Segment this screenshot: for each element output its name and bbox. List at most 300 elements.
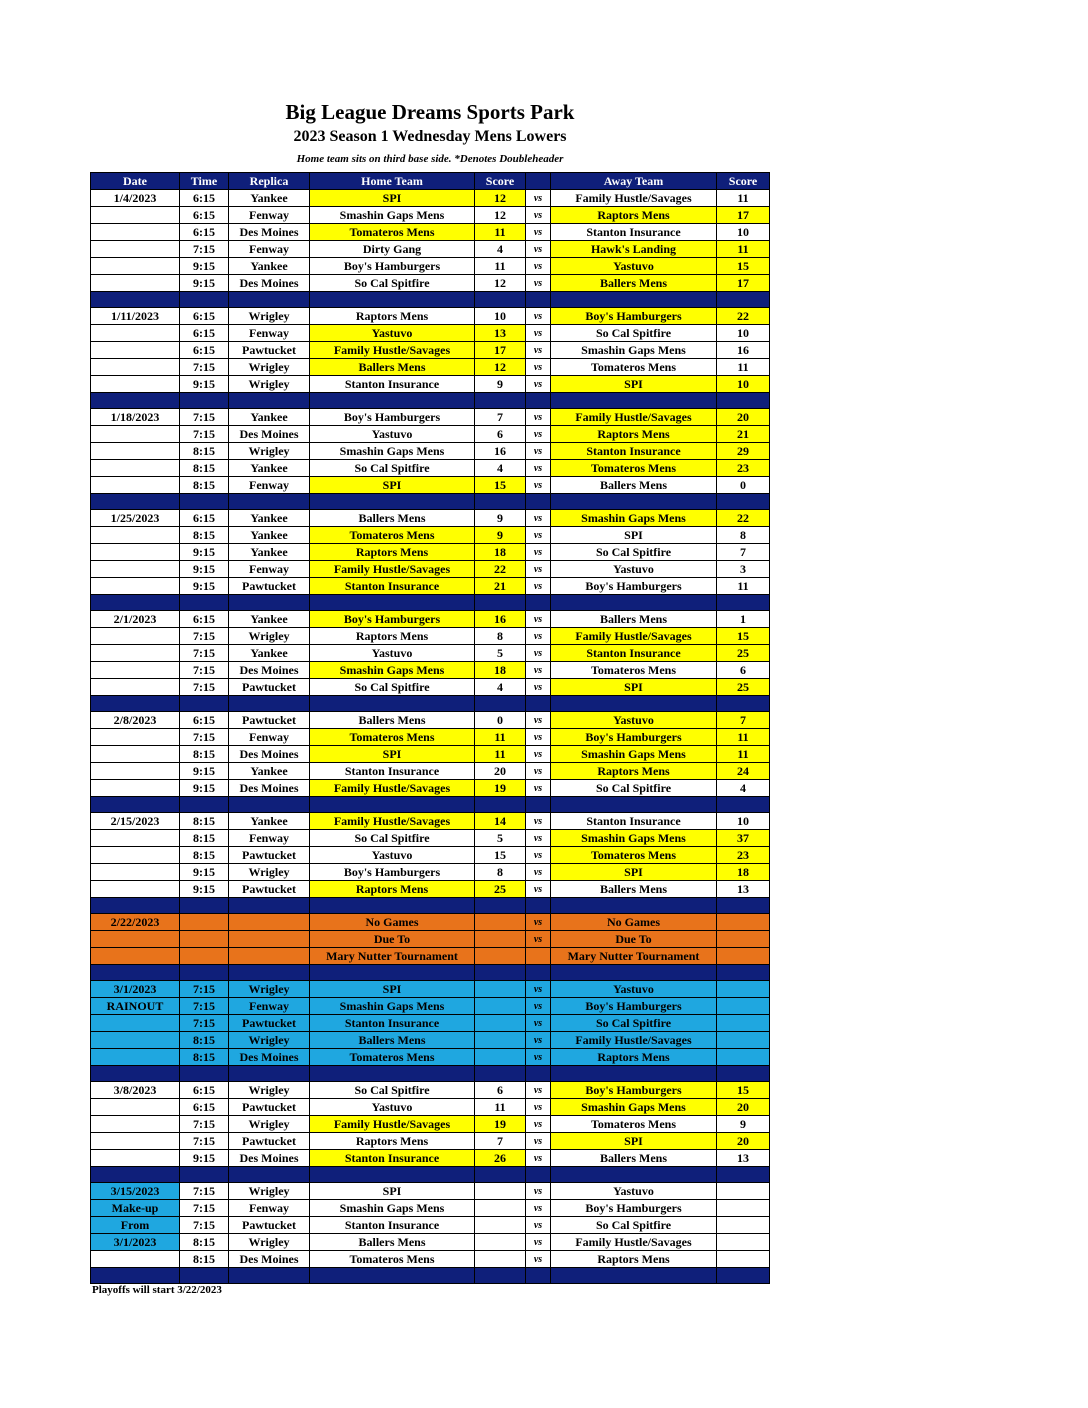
- separator-cell: [229, 696, 310, 712]
- vs-cell: [526, 948, 551, 965]
- away-score-cell: [717, 1217, 770, 1234]
- away-team-cell: Boy's Hamburgers: [551, 578, 717, 595]
- table-row: [91, 1015, 770, 1032]
- separator-cell: [526, 898, 551, 914]
- home-team-cell: Yastuvo: [310, 1099, 475, 1116]
- vs-cell: vs: [526, 443, 551, 460]
- separator-cell: [475, 1167, 526, 1183]
- home-score-cell: 9: [475, 376, 526, 393]
- away-score-cell: 10: [717, 224, 770, 241]
- vs-cell: vs: [526, 729, 551, 746]
- separator-cell: [229, 1066, 310, 1082]
- separator-cell: [91, 1167, 180, 1183]
- time-cell: 9:15: [180, 258, 229, 275]
- table-row: [91, 460, 770, 477]
- separator-cell: [551, 1268, 717, 1284]
- home-team-cell: Ballers Mens: [310, 1234, 475, 1251]
- home-team-cell: Raptors Mens: [310, 544, 475, 561]
- vs-cell: vs: [526, 1099, 551, 1116]
- vs-cell: vs: [526, 914, 551, 931]
- table-row: [91, 308, 770, 325]
- away-score-cell: 3: [717, 561, 770, 578]
- vs-cell: vs: [526, 1133, 551, 1150]
- table-row: [91, 981, 770, 998]
- away-score-cell: 13: [717, 881, 770, 898]
- vs-cell: vs: [526, 1234, 551, 1251]
- replica-cell: Pawtucket: [229, 342, 310, 359]
- separator-cell: [717, 494, 770, 510]
- home-score-cell: 8: [475, 628, 526, 645]
- home-team-cell: So Cal Spitfire: [310, 830, 475, 847]
- away-team-cell: Family Hustle/Savages: [551, 1032, 717, 1049]
- away-score-cell: 1: [717, 611, 770, 628]
- separator-cell: [717, 595, 770, 611]
- separator-cell: [229, 965, 310, 981]
- table-row: [91, 1116, 770, 1133]
- separator-cell: [310, 898, 475, 914]
- away-team-cell: Stanton Insurance: [551, 443, 717, 460]
- vs-cell: vs: [526, 712, 551, 729]
- separator-cell: [229, 393, 310, 409]
- time-cell: 7:15: [180, 1133, 229, 1150]
- vs-cell: vs: [526, 763, 551, 780]
- replica-cell: Des Moines: [229, 780, 310, 797]
- replica-cell: Yankee: [229, 645, 310, 662]
- away-team-cell: Stanton Insurance: [551, 645, 717, 662]
- away-score-cell: 22: [717, 510, 770, 527]
- separator-cell: [180, 595, 229, 611]
- away-score-cell: 10: [717, 325, 770, 342]
- home-team-cell: No Games: [310, 914, 475, 931]
- date-cell: [91, 1251, 180, 1268]
- home-team-cell: Raptors Mens: [310, 1133, 475, 1150]
- away-team-cell: Yastuvo: [551, 258, 717, 275]
- away-team-cell: Tomateros Mens: [551, 662, 717, 679]
- separator-cell: [229, 494, 310, 510]
- away-score-cell: 7: [717, 544, 770, 561]
- separator-cell: [310, 292, 475, 308]
- replica-cell: Fenway: [229, 477, 310, 494]
- away-score-cell: 22: [717, 308, 770, 325]
- away-team-cell: Family Hustle/Savages: [551, 628, 717, 645]
- home-team-cell: Smashin Gaps Mens: [310, 998, 475, 1015]
- away-team-cell: Boy's Hamburgers: [551, 1200, 717, 1217]
- replica-cell: Fenway: [229, 998, 310, 1015]
- separator-cell: [526, 595, 551, 611]
- date-cell: From: [91, 1217, 180, 1234]
- time-cell: 8:15: [180, 527, 229, 544]
- separator-cell: [91, 965, 180, 981]
- date-cell: [91, 847, 180, 864]
- separator-cell: [475, 494, 526, 510]
- separator-cell: [717, 1066, 770, 1082]
- vs-cell: vs: [526, 1116, 551, 1133]
- home-team-cell: Boy's Hamburgers: [310, 409, 475, 426]
- away-team-cell: Yastuvo: [551, 1183, 717, 1200]
- schedule-body: [91, 190, 770, 1284]
- replica-cell: Yankee: [229, 258, 310, 275]
- away-team-cell: Smashin Gaps Mens: [551, 342, 717, 359]
- vs-cell: vs: [526, 1015, 551, 1032]
- vs-cell: vs: [526, 931, 551, 948]
- separator-cell: [310, 1066, 475, 1082]
- separator-cell: [475, 595, 526, 611]
- table-row: [91, 1200, 770, 1217]
- separator-cell: [526, 393, 551, 409]
- away-team-cell: Yastuvo: [551, 561, 717, 578]
- replica-cell: Pawtucket: [229, 881, 310, 898]
- time-cell: 9:15: [180, 376, 229, 393]
- table-row: [91, 948, 770, 965]
- home-score-cell: 12: [475, 190, 526, 207]
- time-cell: 8:15: [180, 460, 229, 477]
- home-score-cell: 4: [475, 679, 526, 696]
- home-team-cell: SPI: [310, 190, 475, 207]
- time-cell: 8:15: [180, 1234, 229, 1251]
- table-row: [91, 763, 770, 780]
- home-team-cell: Raptors Mens: [310, 628, 475, 645]
- date-cell: [91, 679, 180, 696]
- away-team-cell: Family Hustle/Savages: [551, 190, 717, 207]
- time-cell: 9:15: [180, 544, 229, 561]
- separator-cell: [475, 1268, 526, 1284]
- vs-cell: vs: [526, 830, 551, 847]
- table-row: [91, 325, 770, 342]
- home-score-cell: 19: [475, 1116, 526, 1133]
- home-score-cell: 5: [475, 645, 526, 662]
- away-team-cell: Due To: [551, 931, 717, 948]
- replica-cell: Des Moines: [229, 224, 310, 241]
- away-team-cell: Boy's Hamburgers: [551, 729, 717, 746]
- replica-cell: [229, 931, 310, 948]
- vs-cell: vs: [526, 813, 551, 830]
- replica-cell: Wrigley: [229, 1032, 310, 1049]
- away-team-cell: Ballers Mens: [551, 275, 717, 292]
- home-team-cell: Boy's Hamburgers: [310, 258, 475, 275]
- away-score-cell: 20: [717, 1133, 770, 1150]
- separator-cell: [229, 1167, 310, 1183]
- away-score-cell: 18: [717, 864, 770, 881]
- away-team-cell: Ballers Mens: [551, 881, 717, 898]
- replica-cell: [229, 948, 310, 965]
- away-team-cell: SPI: [551, 1133, 717, 1150]
- time-cell: [180, 931, 229, 948]
- date-cell: [91, 746, 180, 763]
- date-cell: 2/8/2023: [91, 712, 180, 729]
- home-team-cell: Stanton Insurance: [310, 1015, 475, 1032]
- replica-cell: Fenway: [229, 729, 310, 746]
- time-cell: 7:15: [180, 1015, 229, 1032]
- date-cell: [91, 561, 180, 578]
- header-home-score: Score: [475, 173, 526, 190]
- date-cell: [91, 628, 180, 645]
- table-row: [91, 1082, 770, 1099]
- table-row: [91, 1183, 770, 1200]
- home-team-cell: Boy's Hamburgers: [310, 611, 475, 628]
- table-row: [91, 376, 770, 393]
- time-cell: [180, 914, 229, 931]
- replica-cell: Yankee: [229, 190, 310, 207]
- table-row: [91, 679, 770, 696]
- time-cell: 7:15: [180, 409, 229, 426]
- replica-cell: Pawtucket: [229, 679, 310, 696]
- separator-cell: [526, 965, 551, 981]
- away-score-cell: [717, 948, 770, 965]
- separator-cell: [475, 965, 526, 981]
- away-team-cell: Raptors Mens: [551, 1251, 717, 1268]
- separator-cell: [717, 1268, 770, 1284]
- separator-cell: [180, 898, 229, 914]
- table-row: [91, 645, 770, 662]
- replica-cell: Yankee: [229, 510, 310, 527]
- header-vs: [526, 173, 551, 190]
- date-cell: [91, 376, 180, 393]
- separator-cell: [180, 1167, 229, 1183]
- table-row: [91, 561, 770, 578]
- separator-cell: [180, 393, 229, 409]
- time-cell: 8:15: [180, 847, 229, 864]
- home-score-cell: 12: [475, 275, 526, 292]
- vs-cell: vs: [526, 426, 551, 443]
- replica-cell: Wrigley: [229, 628, 310, 645]
- vs-cell: vs: [526, 207, 551, 224]
- table-row: [91, 241, 770, 258]
- away-team-cell: Raptors Mens: [551, 763, 717, 780]
- vs-cell: vs: [526, 409, 551, 426]
- replica-cell: Wrigley: [229, 308, 310, 325]
- date-cell: [91, 224, 180, 241]
- date-cell: [91, 527, 180, 544]
- separator-cell: [551, 595, 717, 611]
- time-cell: 6:15: [180, 325, 229, 342]
- replica-cell: Yankee: [229, 611, 310, 628]
- away-team-cell: Tomateros Mens: [551, 460, 717, 477]
- home-team-cell: Family Hustle/Savages: [310, 342, 475, 359]
- table-row: [91, 729, 770, 746]
- vs-cell: vs: [526, 241, 551, 258]
- separator-cell: [717, 292, 770, 308]
- away-team-cell: Boy's Hamburgers: [551, 1082, 717, 1099]
- home-team-cell: SPI: [310, 746, 475, 763]
- home-score-cell: 10: [475, 308, 526, 325]
- away-score-cell: 37: [717, 830, 770, 847]
- vs-cell: vs: [526, 780, 551, 797]
- time-cell: 7:15: [180, 426, 229, 443]
- away-team-cell: No Games: [551, 914, 717, 931]
- table-row: [91, 881, 770, 898]
- home-score-cell: 6: [475, 1082, 526, 1099]
- date-cell: [91, 780, 180, 797]
- date-cell: [91, 948, 180, 965]
- away-team-cell: So Cal Spitfire: [551, 1015, 717, 1032]
- time-cell: 6:15: [180, 611, 229, 628]
- separator-cell: [180, 292, 229, 308]
- separator-cell: [180, 1066, 229, 1082]
- away-score-cell: 21: [717, 426, 770, 443]
- time-cell: 9:15: [180, 881, 229, 898]
- away-score-cell: 10: [717, 813, 770, 830]
- home-score-cell: 11: [475, 746, 526, 763]
- date-cell: 3/8/2023: [91, 1082, 180, 1099]
- separator-cell: [310, 393, 475, 409]
- time-cell: 6:15: [180, 510, 229, 527]
- home-score-cell: 15: [475, 477, 526, 494]
- table-row: [91, 1049, 770, 1066]
- table-row: [91, 275, 770, 292]
- away-team-cell: Stanton Insurance: [551, 224, 717, 241]
- home-team-cell: SPI: [310, 477, 475, 494]
- separator-cell: [475, 1066, 526, 1082]
- home-team-cell: Family Hustle/Savages: [310, 813, 475, 830]
- replica-cell: Wrigley: [229, 981, 310, 998]
- away-team-cell: Tomateros Mens: [551, 847, 717, 864]
- away-score-cell: 11: [717, 746, 770, 763]
- time-cell: 9:15: [180, 275, 229, 292]
- home-team-cell: Stanton Insurance: [310, 578, 475, 595]
- replica-cell: Yankee: [229, 460, 310, 477]
- date-cell: [91, 645, 180, 662]
- home-score-cell: [475, 1251, 526, 1268]
- home-score-cell: 5: [475, 830, 526, 847]
- home-team-cell: Stanton Insurance: [310, 1217, 475, 1234]
- away-team-cell: So Cal Spitfire: [551, 325, 717, 342]
- away-team-cell: Tomateros Mens: [551, 1116, 717, 1133]
- date-cell: 3/15/2023: [91, 1183, 180, 1200]
- table-row: [91, 864, 770, 881]
- home-team-cell: Mary Nutter Tournament: [310, 948, 475, 965]
- home-team-cell: SPI: [310, 1183, 475, 1200]
- home-team-cell: Due To: [310, 931, 475, 948]
- home-team-cell: SPI: [310, 981, 475, 998]
- header-replica: Replica: [229, 173, 310, 190]
- table-row: [91, 746, 770, 763]
- home-team-cell: Family Hustle/Savages: [310, 561, 475, 578]
- replica-cell: Fenway: [229, 207, 310, 224]
- vs-cell: vs: [526, 578, 551, 595]
- separator-cell: [180, 1268, 229, 1284]
- away-score-cell: 17: [717, 207, 770, 224]
- separator-cell: [551, 797, 717, 813]
- table-row: [91, 1234, 770, 1251]
- replica-cell: Fenway: [229, 830, 310, 847]
- table-row: [91, 998, 770, 1015]
- away-score-cell: 25: [717, 679, 770, 696]
- away-score-cell: 16: [717, 342, 770, 359]
- time-cell: 9:15: [180, 780, 229, 797]
- vs-cell: vs: [526, 679, 551, 696]
- date-cell: Make-up: [91, 1200, 180, 1217]
- home-team-cell: Smashin Gaps Mens: [310, 1200, 475, 1217]
- date-cell: [91, 881, 180, 898]
- replica-cell: Pawtucket: [229, 1015, 310, 1032]
- away-team-cell: Raptors Mens: [551, 207, 717, 224]
- replica-cell: Wrigley: [229, 359, 310, 376]
- time-cell: 7:15: [180, 679, 229, 696]
- separator-row: [91, 797, 770, 813]
- away-team-cell: Family Hustle/Savages: [551, 1234, 717, 1251]
- time-cell: 7:15: [180, 645, 229, 662]
- away-team-cell: Smashin Gaps Mens: [551, 1099, 717, 1116]
- away-team-cell: SPI: [551, 376, 717, 393]
- away-score-cell: [717, 1015, 770, 1032]
- home-score-cell: 18: [475, 662, 526, 679]
- table-row: [91, 224, 770, 241]
- vs-cell: vs: [526, 1251, 551, 1268]
- away-team-cell: Ballers Mens: [551, 1150, 717, 1167]
- home-score-cell: 9: [475, 510, 526, 527]
- date-cell: [91, 1116, 180, 1133]
- away-team-cell: So Cal Spitfire: [551, 1217, 717, 1234]
- vs-cell: vs: [526, 376, 551, 393]
- home-team-cell: Yastuvo: [310, 847, 475, 864]
- separator-cell: [551, 1167, 717, 1183]
- away-team-cell: Smashin Gaps Mens: [551, 830, 717, 847]
- home-team-cell: Yastuvo: [310, 325, 475, 342]
- date-cell: [91, 443, 180, 460]
- time-cell: 7:15: [180, 981, 229, 998]
- home-team-cell: Stanton Insurance: [310, 376, 475, 393]
- separator-cell: [475, 393, 526, 409]
- table-row: [91, 359, 770, 376]
- separator-cell: [180, 965, 229, 981]
- away-score-cell: 10: [717, 376, 770, 393]
- page-note: Home team sits on third base side. *Denotes Doubleheader: [296, 153, 564, 165]
- home-score-cell: 21: [475, 578, 526, 595]
- vs-cell: vs: [526, 981, 551, 998]
- away-score-cell: 25: [717, 645, 770, 662]
- table-row: [91, 813, 770, 830]
- table-header-row: [91, 173, 770, 190]
- away-team-cell: Hawk's Landing: [551, 241, 717, 258]
- date-cell: [91, 544, 180, 561]
- replica-cell: Wrigley: [229, 1116, 310, 1133]
- vs-cell: vs: [526, 881, 551, 898]
- separator-cell: [310, 797, 475, 813]
- time-cell: [180, 948, 229, 965]
- home-team-cell: Dirty Gang: [310, 241, 475, 258]
- separator-cell: [526, 1268, 551, 1284]
- away-score-cell: 15: [717, 1082, 770, 1099]
- away-score-cell: 11: [717, 729, 770, 746]
- replica-cell: Des Moines: [229, 662, 310, 679]
- vs-cell: vs: [526, 510, 551, 527]
- date-cell: [91, 578, 180, 595]
- table-row: [91, 258, 770, 275]
- separator-cell: [229, 898, 310, 914]
- separator-cell: [717, 696, 770, 712]
- separator-cell: [180, 696, 229, 712]
- home-team-cell: Smashin Gaps Mens: [310, 443, 475, 460]
- replica-cell: Pawtucket: [229, 712, 310, 729]
- home-team-cell: So Cal Spitfire: [310, 1082, 475, 1099]
- away-score-cell: [717, 998, 770, 1015]
- time-cell: 8:15: [180, 443, 229, 460]
- away-team-cell: SPI: [551, 527, 717, 544]
- date-cell: 1/4/2023: [91, 190, 180, 207]
- time-cell: 7:15: [180, 1200, 229, 1217]
- table-row: [91, 847, 770, 864]
- separator-cell: [526, 1066, 551, 1082]
- home-score-cell: [475, 1032, 526, 1049]
- separator-row: [91, 393, 770, 409]
- away-score-cell: 4: [717, 780, 770, 797]
- away-score-cell: 6: [717, 662, 770, 679]
- separator-cell: [475, 797, 526, 813]
- separator-cell: [310, 965, 475, 981]
- date-cell: 3/1/2023: [91, 1234, 180, 1251]
- time-cell: 8:15: [180, 1251, 229, 1268]
- replica-cell: Pawtucket: [229, 1217, 310, 1234]
